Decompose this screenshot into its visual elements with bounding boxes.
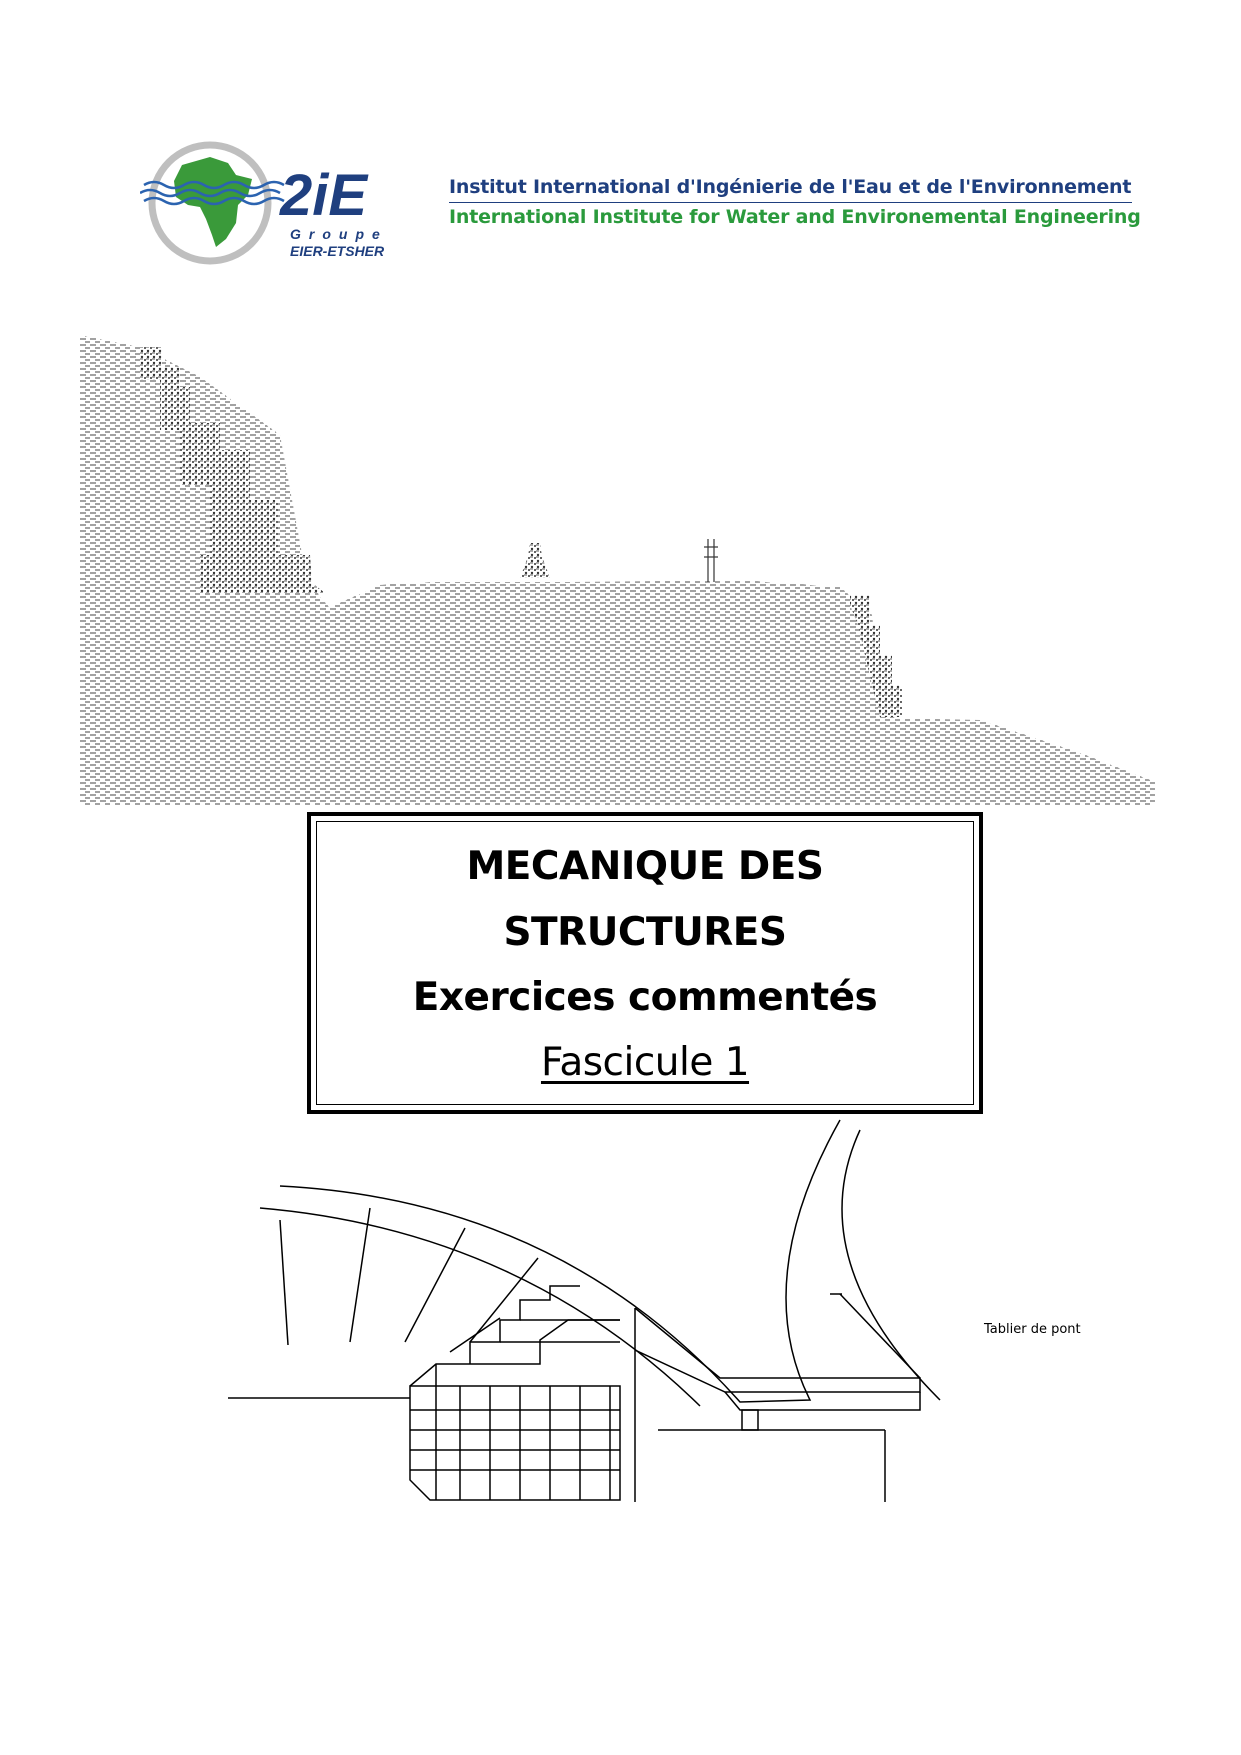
- stacked-blocks: [410, 1286, 620, 1500]
- deck-bottom-curve: [260, 1208, 700, 1406]
- institute-name-french: Institut International d'Ingénierie de l'Eau et de l'Environnement: [449, 176, 1132, 198]
- header-divider: [449, 202, 1132, 203]
- deck-inner-curve: [842, 1130, 940, 1400]
- dam-cross-section-illustration: [80, 325, 1155, 805]
- fascicule-label: Fascicule 1: [540, 1040, 750, 1085]
- institute-name-english: International Institute for Water and Environemental Engineering: [449, 206, 1141, 228]
- course-subtitle: Exercices commentés: [412, 975, 878, 1020]
- deck-top-curve: [280, 1120, 840, 1402]
- africa-map-icon: [174, 157, 252, 247]
- logo-group-name: EIER-ETSHER: [290, 243, 385, 259]
- title-inner-frame: [316, 821, 974, 1105]
- title-frame: [307, 812, 983, 1114]
- institute-logo: [140, 135, 430, 270]
- bridge-deck-label: Tablier de pont: [984, 1322, 1081, 1337]
- crest-wall: [520, 543, 550, 578]
- logo-group-word: Groupe: [290, 226, 388, 242]
- crest-post: [704, 539, 718, 582]
- course-title-line-2: STRUCTURES: [503, 910, 787, 955]
- course-title-line-1: MECANIQUE DES: [466, 844, 824, 889]
- abutment-and-deck: [635, 1294, 920, 1502]
- logo-brand-mark: 2iE: [280, 163, 368, 228]
- bridge-deck-illustration: [220, 1110, 1070, 1510]
